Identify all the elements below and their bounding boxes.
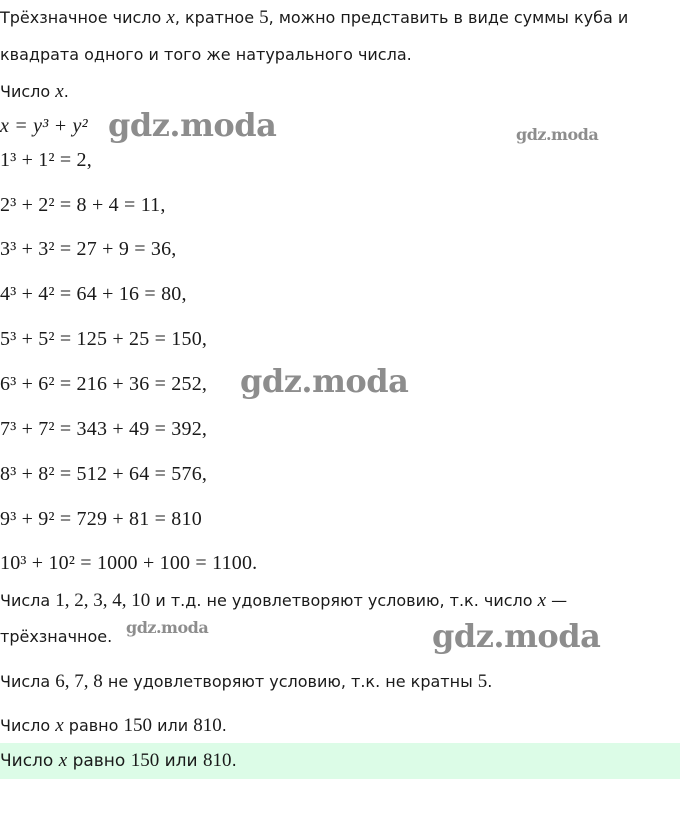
variable-x: x xyxy=(537,590,547,611)
conclusion-2 xyxy=(0,670,492,694)
result-line xyxy=(0,714,227,738)
number-line-text: Число xyxy=(0,82,56,101)
equation-line: 5³ + 5² = 125 + 25 = 150, xyxy=(0,328,208,350)
result-text: равно xyxy=(63,716,124,735)
conclusion-text: не удовлетворяют условию, т.к. не кратны xyxy=(102,672,478,691)
equation-line: 8³ + 8² = 512 + 64 = 576, xyxy=(0,463,208,485)
equation-line: 10³ + 10² = 1000 + 100 = 1100. xyxy=(0,552,258,574)
watermark: gdz.moda xyxy=(126,618,209,637)
result-text: или xyxy=(152,716,194,735)
answer-text: равно xyxy=(67,751,131,771)
equation-line: 4³ + 4² = 64 + 16 = 80, xyxy=(0,283,187,305)
equation-line: 7³ + 7² = 343 + 49 = 392, xyxy=(0,418,208,440)
variable-x: x xyxy=(55,81,64,102)
result-value: 150 xyxy=(123,715,153,736)
answer-value: 810 xyxy=(203,750,232,771)
conclusion-dash: — xyxy=(546,591,568,610)
answer-box xyxy=(0,743,680,779)
answer-text: или xyxy=(159,751,204,771)
conclusion-text: Числа xyxy=(0,591,56,610)
intro-line-1 xyxy=(0,6,628,30)
conclusion-numbers: 6, 7, 8 xyxy=(55,671,103,692)
number-line xyxy=(0,80,69,104)
conclusion-1-line-1 xyxy=(0,589,567,613)
result-text: Число xyxy=(0,716,56,735)
equation-line: 9³ + 9² = 729 + 81 = 810 xyxy=(0,508,202,530)
watermark: gdz.moda xyxy=(108,106,277,144)
answer-line xyxy=(0,749,237,773)
number-line-end: . xyxy=(63,82,69,101)
variable-x: x xyxy=(58,750,68,771)
equation-line: 6³ + 6² = 216 + 36 = 252, xyxy=(0,373,208,395)
conclusion-1-line-2: трёхзначное. xyxy=(0,627,113,646)
equation-line: 1³ + 1² = 2, xyxy=(0,149,92,171)
result-value: 810 xyxy=(193,715,222,736)
conclusion-end: . xyxy=(487,672,493,691)
variable-x: x xyxy=(55,715,64,736)
intro-text: , кратное xyxy=(174,8,260,27)
equation-line: 2³ + 2² = 8 + 4 = 11, xyxy=(0,194,166,216)
result-end: . xyxy=(221,716,227,735)
conclusion-text: Числа xyxy=(0,672,56,691)
intro-text: , можно представить в виде суммы куба и xyxy=(268,8,629,27)
watermark: gdz.moda xyxy=(240,362,409,400)
answer-end: . xyxy=(231,751,237,771)
variable-x: x xyxy=(166,7,175,28)
equation-line: 3³ + 3² = 27 + 9 = 36, xyxy=(0,238,177,260)
answer-text: Число xyxy=(0,751,59,771)
intro-line-2: квадрата одного и того же натурального числа. xyxy=(0,45,412,64)
formula: x = y³ + y² xyxy=(0,115,88,137)
conclusion-numbers: 1, 2, 3, 4, 10 xyxy=(55,590,151,611)
number-five: 5 xyxy=(259,7,269,28)
number-five: 5 xyxy=(477,671,488,692)
watermark: gdz.moda xyxy=(432,617,601,655)
intro-text: Трёхзначное число xyxy=(0,8,167,27)
answer-value: 150 xyxy=(130,750,160,771)
watermark: gdz.moda xyxy=(516,125,599,144)
conclusion-text: и т.д. не удовлетворяют условию, т.к. число xyxy=(150,591,538,610)
